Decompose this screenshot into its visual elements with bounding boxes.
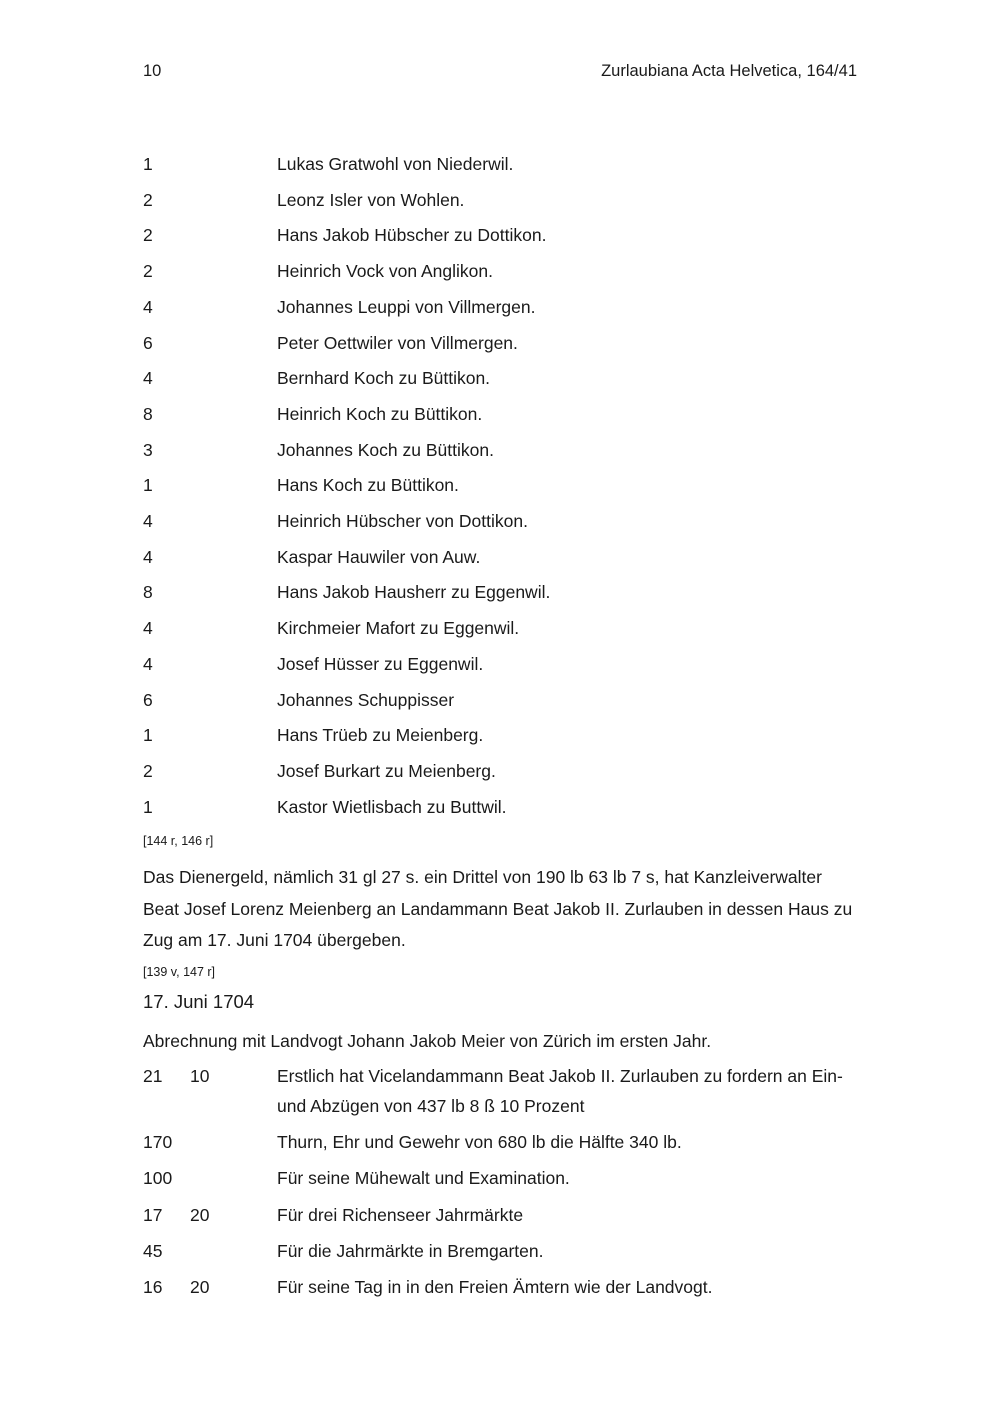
account-amount-secondary [190, 1163, 277, 1193]
name-list-row [143, 218, 857, 254]
account-amount-primary: 170 [143, 1132, 173, 1153]
date-heading: 17. Juni 1704 [143, 990, 255, 1012]
person-name: Johannes Koch zu Büttikon. [277, 439, 494, 460]
person-name: Hans Jakob Hausherr zu Eggenwil. [277, 582, 551, 603]
name-list-row [143, 504, 857, 540]
name-count: 6 [143, 689, 153, 710]
person-name: Leonz Isler von Wohlen. [277, 189, 465, 210]
person-name: Peter Oettwiler von Villmergen. [277, 332, 518, 353]
name-list-row [143, 326, 857, 362]
account-description: Für drei Richenseer Jahrmärkte [277, 1204, 524, 1225]
account-description: Für seine Mühewalt und Examination. [277, 1168, 570, 1189]
name-list-row [143, 433, 857, 469]
paragraph-dienergeld: Das Dienergeld, nämlich 31 gl 27 s. ein Drittel von 190 lb 63 lb 7 s, hat Kanzleiverwalter Beat Josef Lorenz Meienberg an Landammann Beat Jakob II. Zurlauben in dessen Haus zu Zug am 17. Juni 1704 übergeben. [143, 867, 853, 951]
name-count: 8 [143, 582, 153, 603]
account-row [143, 1163, 857, 1193]
person-name: Heinrich Koch zu Büttikon. [277, 403, 483, 424]
name-list-row [143, 647, 857, 683]
account-row [143, 1272, 857, 1302]
person-name: Hans Koch zu Büttikon. [277, 475, 459, 496]
name-count: 8 [143, 403, 153, 424]
page-header [143, 61, 857, 81]
account-row [143, 1236, 857, 1266]
account-amount-secondary [190, 1236, 277, 1266]
account-amount-secondary: 20 [190, 1204, 210, 1225]
person-name: Bernhard Koch zu Büttikon. [277, 368, 491, 389]
account-amount-secondary: 10 [190, 1065, 210, 1086]
name-count: 4 [143, 511, 153, 532]
person-name: Josef Burkart zu Meienberg. [277, 760, 496, 781]
account-amount-secondary [190, 1127, 277, 1157]
name-list-row [143, 540, 857, 576]
journal-title: Zurlaubiana Acta Helvetica, 164/41 [601, 62, 857, 80]
account-description: Thurn, Ehr und Gewehr von 680 lb die Hälfte 340 lb. [277, 1132, 682, 1153]
account-description: Für seine Tag in in den Freien Ämtern wie der Landvogt. [277, 1277, 713, 1298]
page-number: 10 [143, 62, 162, 80]
account-description: Für die Jahrmärkte in Bremgarten. [277, 1241, 544, 1262]
name-list-row [143, 718, 857, 754]
name-list-row [143, 754, 857, 790]
folio-note-2: [139 v, 147 r] [143, 964, 216, 979]
name-list-row [143, 397, 857, 433]
account-row [143, 1200, 857, 1230]
folio-note-1: [144 r, 146 r] [143, 834, 214, 849]
person-name: Hans Trüeb zu Meienberg. [277, 725, 484, 746]
name-list-row [143, 575, 857, 611]
name-count: 3 [143, 439, 153, 460]
person-name: Kaspar Hauwiler von Auw. [277, 546, 481, 567]
person-name: Josef Hüsser zu Eggenwil. [277, 653, 484, 674]
name-count: 2 [143, 189, 153, 210]
account-amount-primary: 21 [143, 1065, 163, 1086]
account-amount-primary: 100 [143, 1168, 173, 1189]
name-list-row [143, 183, 857, 219]
name-list-row [143, 361, 857, 397]
person-name: Johannes Schuppisser [277, 689, 455, 710]
name-list-row [143, 254, 857, 290]
name-count: 4 [143, 296, 153, 317]
name-count: 4 [143, 653, 153, 674]
name-count: 1 [143, 475, 153, 496]
account-list [143, 1061, 857, 1302]
name-list [143, 147, 857, 825]
account-amount-secondary: 20 [190, 1277, 210, 1298]
person-name: Johannes Leuppi von Villmergen. [277, 296, 536, 317]
account-row [143, 1127, 857, 1157]
name-count: 1 [143, 796, 153, 817]
name-list-row [143, 790, 857, 826]
name-count: 4 [143, 546, 153, 567]
person-name: Kastor Wietlisbach zu Buttwil. [277, 796, 507, 817]
name-list-row [143, 611, 857, 647]
name-list-row [143, 683, 857, 719]
person-name: Hans Jakob Hübscher zu Dottikon. [277, 225, 547, 246]
name-list-row [143, 468, 857, 504]
name-list-row [143, 290, 857, 326]
name-list-row [143, 147, 857, 183]
account-row [143, 1061, 857, 1121]
account-amount-primary: 16 [143, 1277, 163, 1298]
name-count: 2 [143, 760, 153, 781]
name-count: 1 [143, 154, 153, 174]
name-count: 1 [143, 725, 153, 746]
name-count: 2 [143, 225, 153, 246]
account-description: Erstlich hat Vicelandammann Beat Jakob II. Zurlauben zu fordern an Ein- und Abzügen von 437 lb 8 ß 10 Prozent [277, 1065, 843, 1116]
account-amount-primary: 17 [143, 1204, 163, 1225]
person-name: Lukas Gratwohl von Niederwil. [277, 154, 514, 174]
account-amount-primary: 45 [143, 1241, 163, 1262]
name-count: 4 [143, 368, 153, 389]
name-count: 2 [143, 261, 153, 282]
person-name: Heinrich Hübscher von Dottikon. [277, 511, 528, 532]
name-count: 4 [143, 618, 153, 639]
person-name: Heinrich Vock von Anglikon. [277, 261, 493, 282]
person-name: Kirchmeier Mafort zu Eggenwil. [277, 618, 520, 639]
paragraph-abrechnung: Abrechnung mit Landvogt Johann Jakob Meier von Zürich im ersten Jahr. [143, 1030, 712, 1051]
name-count: 6 [143, 332, 153, 353]
